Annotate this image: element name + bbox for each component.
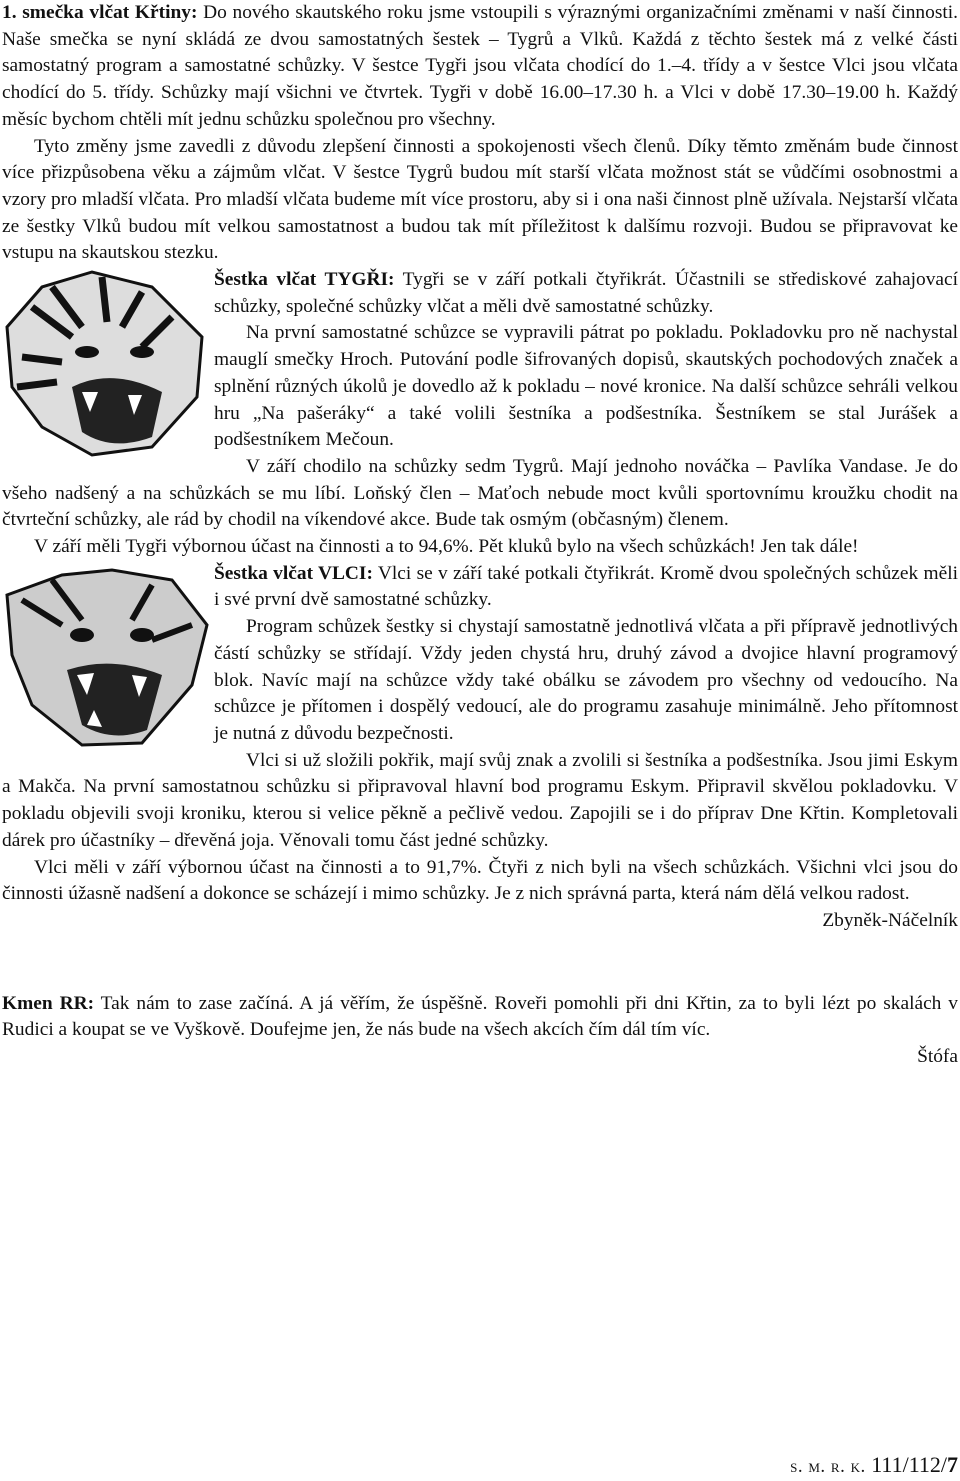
wolves-paragraph-2: Program schůzek šestky si chystají samostatně jednotlivá vlčata a při přípravě jednotlivých částí schůzky se střídají. Vždy jeden chystá hru, druhý závod a dvojice hlavní programový blok. Navíc mají na schůzce vždy také obálku se závodem pro všechny od vedoucího. Na schůzce je přítomen i dospělý vedoucí, ale do programu zasahuje minimálně. Jeho přítomnost je nutná z důvodu bezpečnosti.	[214, 616, 958, 744]
document-page	[2, 0, 958, 1071]
section-heading: 1. smečka vlčat Křtiny:	[2, 2, 198, 23]
tigers-paragraph-2: Na první samostatné schůzce se vypravili pátrat po pokladu. Pokladovku pro ně nachystal mauglí smečky Hroch. Putování podle šifrovaných dopisů, skautských pochodových značek a splnění různých úkolů je dovedlo až k pokladu – nové kronice. Na další schůzce sehráli velkou hru „Na pašeráky“ a také volili šestníka a podšestníka. Šestníkem se stal Jurášek a podšestníkem Mečoun.	[214, 322, 958, 451]
issue-number: 111/112/	[871, 1452, 947, 1477]
section-heading: Kmen RR:	[2, 992, 95, 1014]
wolves-paragraph-3: Vlci si už složili pokřik, mají svůj znak a zvolili si šestníka a podšestníka. Jsou jimi Eskym a Makča. Na první samostatnou schůzku si připravoval hlavní bod programu Eskym. Připravil skvělou pokladovku. V pokladu objevili svoji kroniku, kterou si velice pěkně a pečlivě vedou. Zapojili se i do příprav Dne Křtin. Kompletovali dárek pro účastníky – dřevěná joja. Věnovali tomu část jedné schůzky.	[2, 749, 958, 851]
tigers-paragraph: Šestka vlčat TYGŘI: Tygři se v září potkali čtyřikrát. Účastnili se střediskové zahajovací schůzky, společné schůzky vlčat a měli dvě samostatné schůzky.	[214, 269, 958, 317]
signature: Štófa	[917, 1046, 958, 1068]
page-number: 7	[947, 1452, 958, 1477]
journal-name: s. m. r. k.	[790, 1456, 866, 1477]
intro-paragraph: 1. smečka vlčat Křtiny: Do nového skautského roku jsme vstoupili s výraznými organizačními změnami v naší činnosti. Naše smečka se nyní skládá ze dvou samostatných šestek – Tygrů a Vlků. Každá z těchto šestek má z velké části samostatný program a samostatné schůzky. V šestce Tygři jsou vlčata chodící do 1.–4. třídy a v šestce Vlci jsou vlčata chodící do 5. třídy. Schůzky mají všichni ve čtvrtek. Tygři v době 16.00–17.30 h. a Vlci v době 17.30–19.00 h. Každý měsíc bychom chtěli mít jednu schůzku společnou pro všechny.	[2, 2, 958, 130]
wolf-illustration	[2, 565, 212, 749]
signature: Zbyněk-Náčelník	[822, 909, 958, 931]
intro-paragraph-2: Tyto změny jsme zavedli z důvodu zlepšení činnosti a spokojenosti všech členů. Díky těmto změnám bude činnost více přizpůsobena věku a zájmům vlčat. V šestce Tygrů budou mít starší vlčata možnost stát se vůdčími osobnostmi a vzory pro mladší vlčata. Pro mladší vlčata budeme mít více prostoru, aby si i ona naši činnost plně užívala. Nejstarší vlčata ze šestky Vlků budou mít velkou samostatnost a budou tak mít příležitost k dalšímu rozvoji. Budou se připravovat ke vstupu na skautskou stezku.	[2, 135, 958, 264]
wolves-paragraph-4: Vlci měli v září výbornou účast na činnosti a to 91,7%. Čtyři z nich byli na všech schůzkách. Všichni vlci jsou do činnosti úžasně nadšení a dokonce se scházejí i mimo schůzky. Je z nich správná parta, která nám dělá velkou radost.	[2, 856, 958, 905]
page-footer	[790, 1452, 958, 1481]
tiger-illustration	[2, 267, 212, 457]
tigers-paragraph-3: V září chodilo na schůzky sedm Tygrů. Mají jednoho nováčka – Pavlíka Vandase. Je do všeho nadšený a na schůzkách se mu líbí. Loňský člen – Maťoch nebude moct kvůli sportovnímu kroužku chodit na čtvrteční schůzky, ale rád by chodil na víkendové akce. Bude tak osmým (občasným) členem.	[2, 455, 958, 531]
tigers-paragraph-4: V září měli Tygři výbornou účast na činnosti a to 94,6%. Pět kluků bylo na všech schůzkách! Jen tak dále!	[34, 536, 859, 558]
section-heading: Šestka vlčat VLCI:	[214, 562, 373, 584]
kmen-paragraph: Kmen RR: Tak nám to zase začíná. A já věřím, že úspěšně. Roveři pomohli při dni Křtin, za to byli lézt po skalách v Rudici a koupat se ve Vyškově. Doufejme jen, že nás bude na všech akcích čím dál tím víc.	[2, 992, 959, 1041]
wolves-paragraph: Šestka vlčat VLCI: Vlci se v září také potkali čtyřikrát. Kromě dvou společných schůzek měli i své první dvě samostatné schůzky.	[214, 562, 958, 611]
section-heading: Šestka vlčat TYGŘI:	[214, 269, 395, 291]
